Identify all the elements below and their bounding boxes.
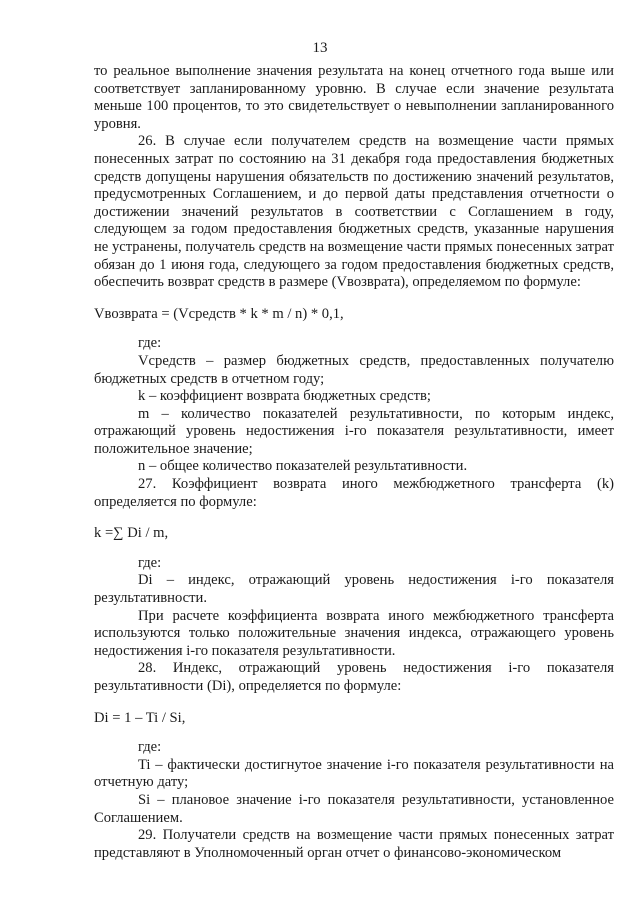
paragraph-28: 28. Индекс, отражающий уровень недостижения i-го показателя результативности (Di), определяется по формуле: <box>94 660 614 694</box>
paragraph-26: 26. В случае если получателем средств на возмещение части прямых понесенных затрат по состоянию на 31 декабря года предоставления бюджетных средств допущены нарушения обязательств по достижению значений результатов, предусмотренных Соглашением, и до первой даты представления отчетности о достижении значений результатов в соответствии с Соглашением в году, следующем за годом предоставления бюджетных средств, указанные нарушения не устранены, получатель средств на возмещение части прямых понесенных затрат обязан до 1 июня года, следующего за годом предоставления бюджетных средств, обеспечить возврат средств в размере (Vвозврата), определяемом по формуле: <box>94 133 614 291</box>
definition-ti: Ti – фактически достигнутое значение i-го показателя результативности на отчетную дату; <box>94 756 614 791</box>
where-label: где: <box>138 335 162 352</box>
document-body <box>94 63 614 862</box>
page-number: 13 <box>312 40 328 56</box>
paragraph-continuation: то реальное выполнение значения результата на конец отчетного года выше или соответствует запланированному уровню. В случае если значение результата меньше 100 процентов, то это свидетельствует о невыполнении запланированного уровня. <box>94 63 614 132</box>
definition-di: Di – индекс, отражающий уровень недостижения i-го показателя результативности. <box>94 572 614 607</box>
formula-v-return: Vвозврата = (Vсредств * k * m / n) * 0,1, <box>94 305 344 322</box>
definition-v-sredstv: Vсредств – размер бюджетных средств, предоставленных получателю бюджетных средств в отчетном году; <box>94 352 614 387</box>
paragraph-27: 27. Коэффициент возврата иного межбюджетного трансферта (k) определяется по формуле: <box>94 476 614 510</box>
definition-n: n – общее количество показателей результативности. <box>138 458 468 475</box>
formula-k: k =∑ Di / m, <box>94 525 169 542</box>
definition-si: Si – плановое значение i-го показателя результативности, установленное Соглашением. <box>94 791 614 826</box>
paragraph-coefficient-note: При расчете коэффициента возврата иного межбюджетного трансферта используются только положительные значения индекса, отражающего уровень недостижения i-го показателя результативности. <box>94 607 614 659</box>
where-label: где: <box>138 554 162 571</box>
where-label: где: <box>138 739 162 756</box>
formula-di: Di = 1 – Ti / Si, <box>94 709 186 726</box>
definition-k: k – коэффициент возврата бюджетных средств; <box>138 388 431 405</box>
paragraph-29: 29. Получатели средств на возмещение части прямых понесенных затрат представляют в Уполномоченный орган отчет о финансово-экономическом <box>94 827 614 861</box>
definition-m: m – количество показателей результативности, по которым индекс, отражающий уровень недостижения i-го показателя результативности, имеет положительное значение; <box>94 405 614 457</box>
